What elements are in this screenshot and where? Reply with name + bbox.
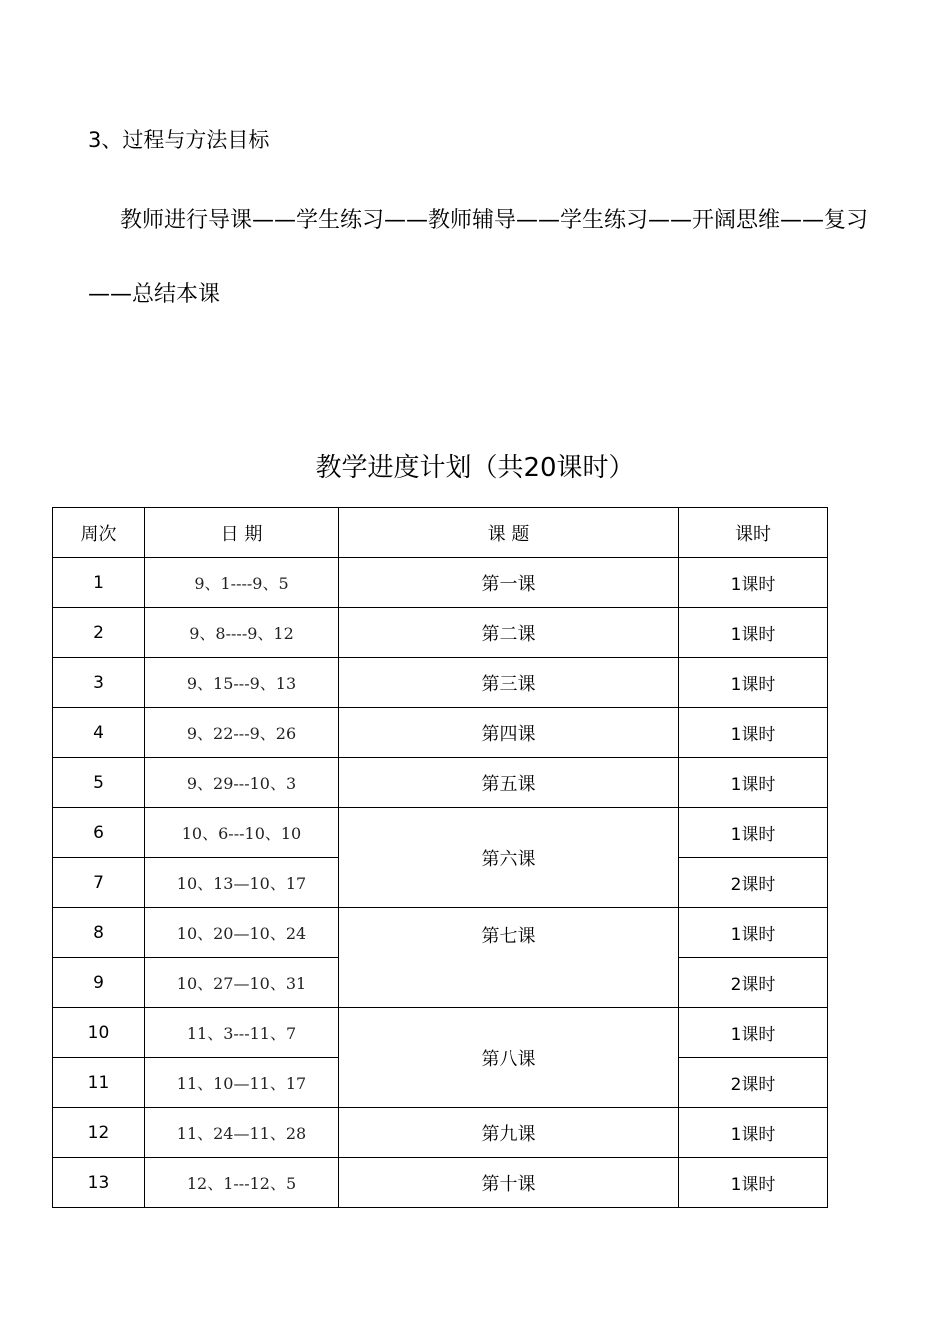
date-cell: 9、29---10、3	[145, 758, 339, 808]
topic-cell: 第十课	[339, 1158, 679, 1208]
hours-cell: 1课时	[679, 1108, 828, 1158]
week-cell: 4	[53, 708, 145, 758]
hours-cell: 1课时	[679, 808, 828, 858]
topic-cell: 第二课	[339, 608, 679, 658]
header-topic: 课 题	[339, 508, 679, 558]
header-hours: 课时	[679, 508, 828, 558]
week-cell: 12	[53, 1108, 145, 1158]
topic-cell: 第四课	[339, 708, 679, 758]
week-cell: 2	[53, 608, 145, 658]
week-cell: 13	[53, 1158, 145, 1208]
header-date: 日 期	[145, 508, 339, 558]
table-row	[53, 1108, 828, 1158]
date-cell: 10、13—10、17	[145, 858, 339, 908]
date-cell: 9、22---9、26	[145, 708, 339, 758]
table-row	[53, 558, 828, 608]
schedule-table	[52, 507, 828, 1208]
hours-cell: 1课时	[679, 758, 828, 808]
week-cell: 7	[53, 858, 145, 908]
hours-cell: 1课时	[679, 1008, 828, 1058]
topic-cell: 第六课	[339, 808, 679, 908]
topic-cell: 第八课	[339, 1008, 679, 1108]
table-row	[53, 908, 828, 958]
hours-cell: 1课时	[679, 658, 828, 708]
hours-cell: 1课时	[679, 1158, 828, 1208]
hours-cell: 1课时	[679, 608, 828, 658]
hours-cell: 1课时	[679, 558, 828, 608]
date-cell: 9、15---9、13	[145, 658, 339, 708]
hours-cell: 1课时	[679, 908, 828, 958]
topic-cell: 第七课	[339, 908, 679, 1008]
week-cell: 3	[53, 658, 145, 708]
hours-cell: 2课时	[679, 958, 828, 1008]
table-row	[53, 808, 828, 858]
table-row	[53, 1008, 828, 1058]
date-cell: 10、20—10、24	[145, 908, 339, 958]
date-cell: 9、8----9、12	[145, 608, 339, 658]
date-cell: 11、10—11、17	[145, 1058, 339, 1108]
schedule-title: 教学进度计划（共20课时）	[315, 453, 635, 483]
table-row	[53, 658, 828, 708]
week-cell: 5	[53, 758, 145, 808]
week-cell: 1	[53, 558, 145, 608]
week-cell: 6	[53, 808, 145, 858]
hours-cell: 2课时	[679, 1058, 828, 1108]
date-cell: 11、24—11、28	[145, 1108, 339, 1158]
section-heading: 3、过程与方法目标	[88, 128, 270, 152]
topic-cell: 第五课	[339, 758, 679, 808]
week-cell: 9	[53, 958, 145, 1008]
process-description: 教师进行导课——学生练习——教师辅导——学生练习——开阔思维——复习——总结本课	[88, 208, 869, 307]
week-cell: 10	[53, 1008, 145, 1058]
topic-cell: 第三课	[339, 658, 679, 708]
header-week: 周次	[53, 508, 145, 558]
date-cell: 10、6---10、10	[145, 808, 339, 858]
week-cell: 11	[53, 1058, 145, 1108]
date-cell: 10、27—10、31	[145, 958, 339, 1008]
table-row	[53, 1158, 828, 1208]
date-cell: 12、1---12、5	[145, 1158, 339, 1208]
date-cell: 9、1----9、5	[145, 558, 339, 608]
table-row	[53, 608, 828, 658]
date-cell: 11、3---11、7	[145, 1008, 339, 1058]
table-header-row	[53, 508, 828, 558]
hours-cell: 1课时	[679, 708, 828, 758]
topic-cell: 第一课	[339, 558, 679, 608]
table-row	[53, 758, 828, 808]
week-cell: 8	[53, 908, 145, 958]
topic-cell: 第九课	[339, 1108, 679, 1158]
table-row	[53, 708, 828, 758]
hours-cell: 2课时	[679, 858, 828, 908]
